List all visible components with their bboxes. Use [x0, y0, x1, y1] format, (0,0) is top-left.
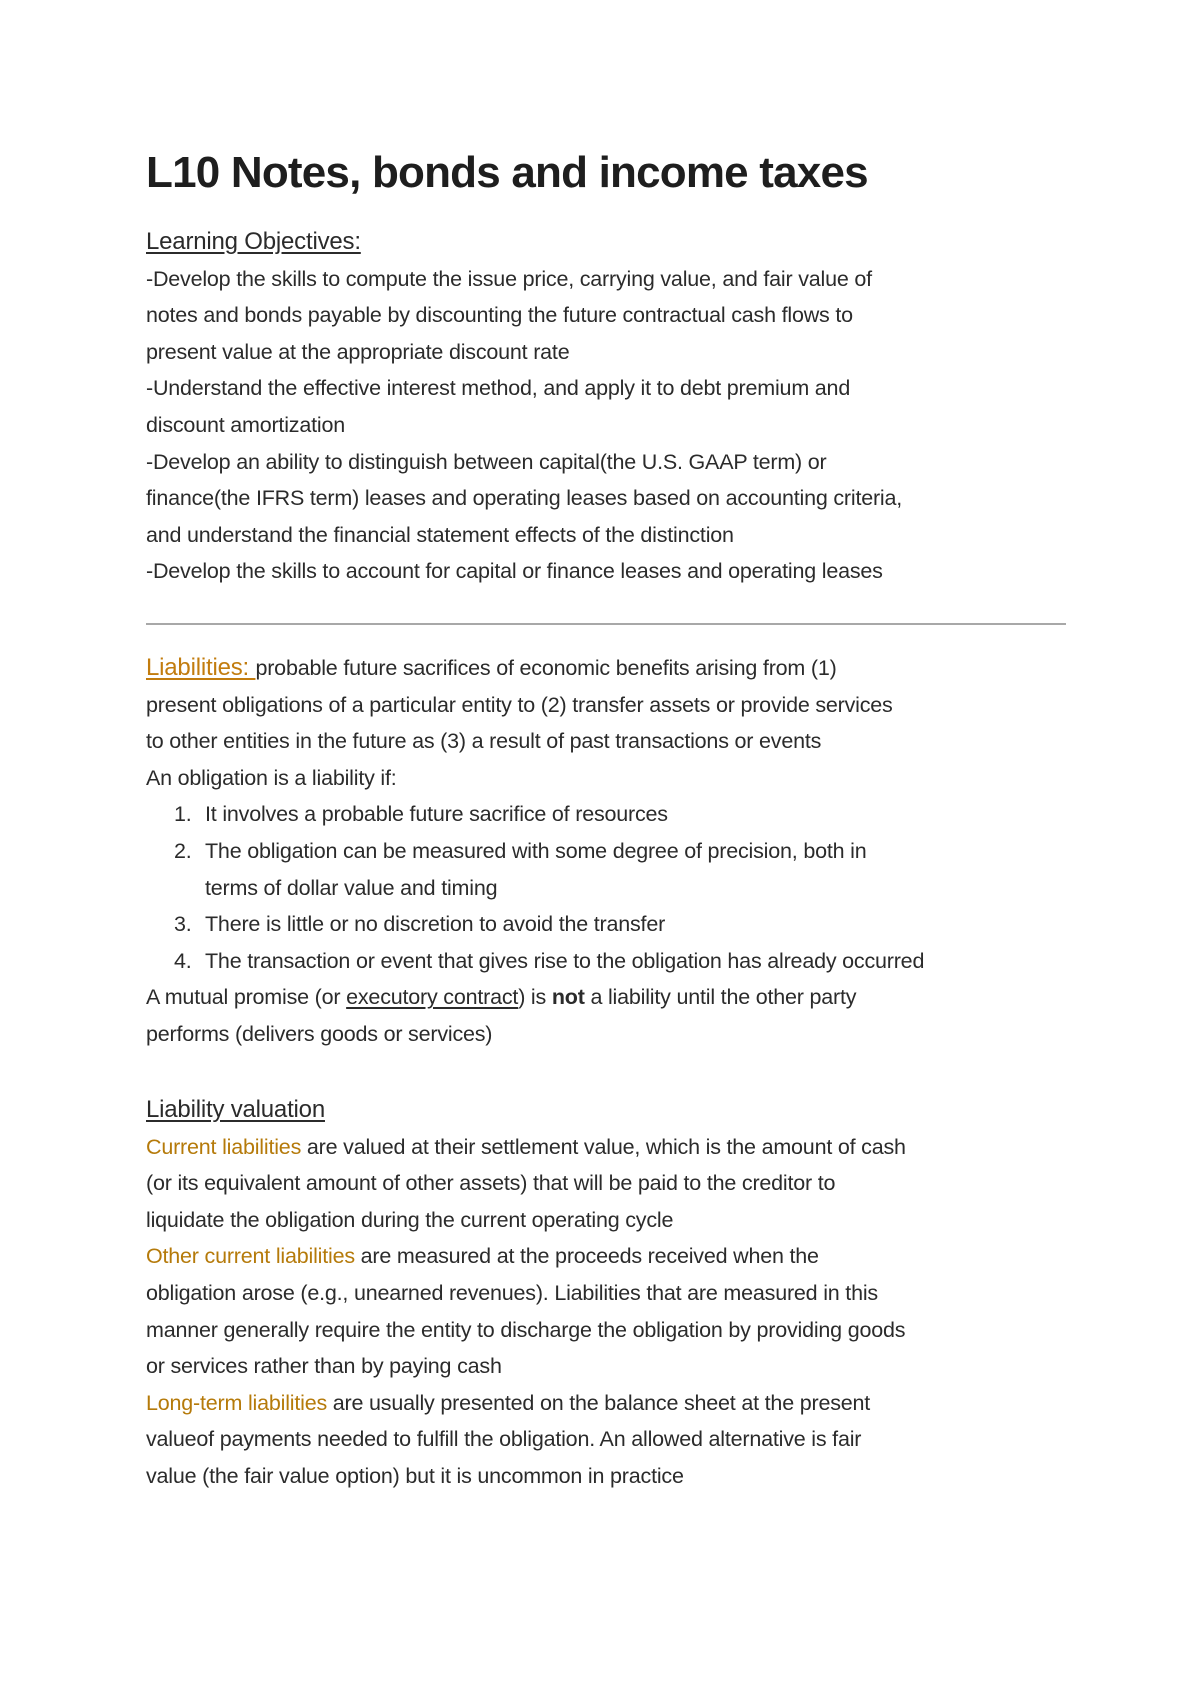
list-number: 1. [174, 802, 192, 827]
liabilities-term: Liabilities: [146, 654, 256, 681]
long-term-liabilities-term: Long-term liabilities [146, 1390, 328, 1415]
criteria-text-line: The transaction or event that gives rise to the obligation has already occurred [205, 948, 925, 973]
criteria-text-line: The obligation can be measured with some degree of precision, both in [205, 838, 867, 863]
mutual-promise-line-2: performs (delivers goods or services) [146, 1021, 493, 1046]
current-liabilities-first-line [146, 1129, 1066, 1166]
valuation-text-line: manner generally require the entity to discharge the obligation by providing goods [146, 1317, 906, 1342]
current-liabilities-lines [146, 1165, 1066, 1238]
definition-line: to other entities in the future as (3) a result of past transactions or events [146, 729, 822, 754]
criteria-item [146, 906, 1066, 943]
current-liabilities-text: are valued at their settlement value, which is the amount of cash [301, 1134, 906, 1159]
objective-line: -Understand the effective interest method, and apply it to debt premium and [146, 376, 851, 401]
learning-objectives-section [146, 224, 1066, 590]
mutual-promise-post: a liability until the other party [584, 985, 857, 1010]
objective-line: -Develop the skills to compute the issue price, carrying value, and fair value of [146, 266, 872, 291]
long-term-liabilities-first-line [146, 1385, 1066, 1422]
objective-line: -Develop an ability to distinguish between capital(the U.S. GAAP term) or [146, 449, 827, 474]
mutual-promise-mid: ) is [518, 985, 552, 1010]
objective-line: and understand the financial statement effects of the distinction [146, 522, 734, 547]
current-liabilities-term: Current liabilities [146, 1134, 302, 1159]
liabilities-definition-first-line [146, 650, 1066, 687]
other-current-liabilities-first-line [146, 1238, 1066, 1275]
objective-line: present value at the appropriate discount rate [146, 339, 570, 364]
liability-valuation-heading: Liability valuation [146, 1096, 325, 1123]
not-emphasis: not [551, 985, 585, 1010]
valuation-text-line: (or its equivalent amount of other assets) that will be paid to the creditor to [146, 1171, 836, 1196]
mutual-promise-line [146, 979, 1066, 1016]
learning-objectives-heading: Learning Objectives: [146, 228, 361, 255]
long-term-liabilities-lines [146, 1421, 1066, 1494]
objective-line: finance(the IFRS term) leases and operating leases based on accounting criteria, [146, 486, 903, 511]
valuation-text-line: value (the fair value option) but it is uncommon in practice [146, 1463, 684, 1488]
definition-line: present obligations of a particular entity to (2) transfer assets or provide services [146, 692, 893, 717]
criteria-text-line: It involves a probable future sacrifice of resources [205, 802, 668, 827]
liability-valuation-section [146, 1092, 1066, 1495]
definition-line: An obligation is a liability if: [146, 765, 397, 790]
criteria-item [146, 796, 1066, 833]
criteria-item [146, 943, 1066, 980]
valuation-text-line: liquidate the obligation during the current operating cycle [146, 1207, 674, 1232]
liabilities-section [146, 650, 1066, 1053]
objective-line: -Develop the skills to account for capital or finance leases and operating leases [146, 559, 883, 584]
valuation-text-line: obligation arose (e.g., unearned revenues). Liabilities that are measured in this [146, 1280, 878, 1305]
liabilities-definition-text: probable future sacrifices of economic benefits arising from (1) [255, 656, 837, 680]
valuation-text-line: valueof payments needed to fulfill the obligation. An allowed alternative is fair [146, 1427, 862, 1452]
valuation-text-line: or services rather than by paying cash [146, 1354, 502, 1379]
criteria-item [146, 833, 1066, 906]
objective-line: discount amortization [146, 412, 345, 437]
liabilities-definition-lines [146, 687, 1066, 797]
executory-contract-term: executory contract [346, 985, 519, 1010]
objective-line: notes and bonds payable by discounting the future contractual cash flows to [146, 303, 853, 328]
criteria-text-line: terms of dollar value and timing [205, 875, 498, 900]
section-divider [146, 623, 1066, 625]
learning-objectives-list [146, 261, 1066, 590]
long-term-liabilities-text: are usually presented on the balance sheet at the present [327, 1390, 871, 1415]
list-number: 2. [174, 838, 192, 863]
other-current-liabilities-lines [146, 1275, 1066, 1385]
liability-criteria-list [146, 796, 1066, 979]
criteria-text-line: There is little or no discretion to avoid the transfer [205, 912, 666, 937]
other-current-liabilities-term: Other current liabilities [146, 1244, 355, 1269]
other-current-liabilities-text: are measured at the proceeds received when the [354, 1244, 819, 1269]
page-title: L10 Notes, bonds and income taxes [146, 148, 868, 197]
list-number: 3. [174, 912, 192, 937]
mutual-promise-text: A mutual promise (or [146, 985, 347, 1010]
list-number: 4. [174, 948, 192, 973]
